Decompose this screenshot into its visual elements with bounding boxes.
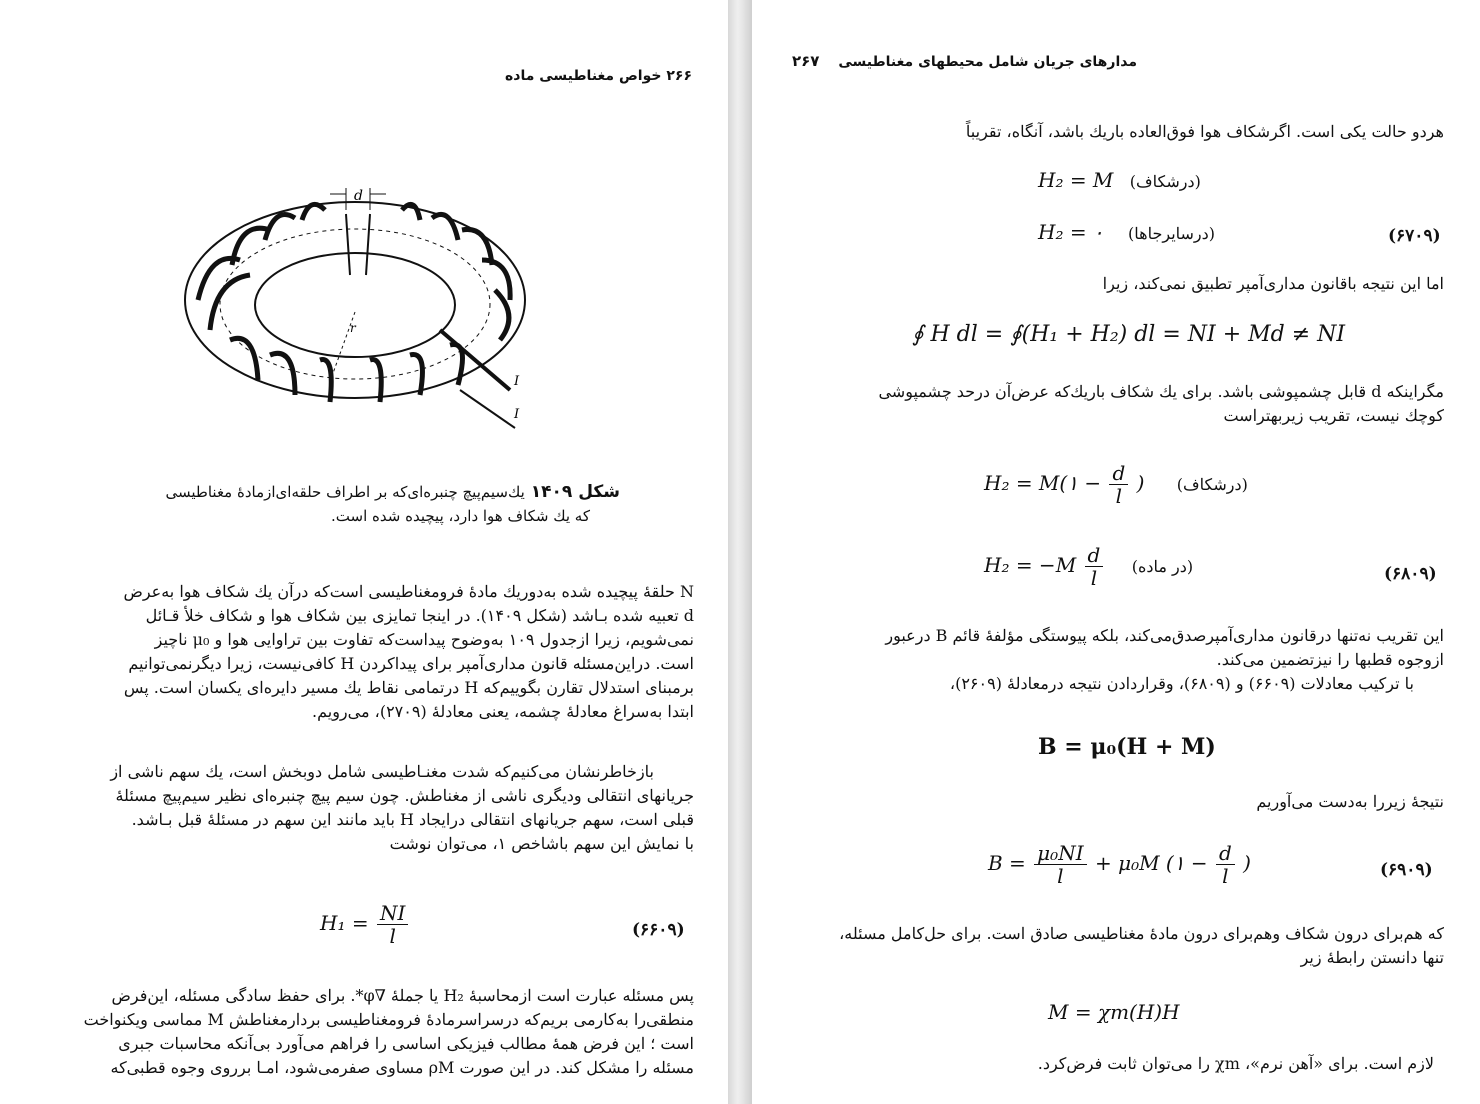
equation-circuital: ∮ H dl = ∮(H₁ + H₂) dl = NI + Md ≠ NI	[912, 322, 1346, 347]
paragraph-3	[30, 984, 694, 1080]
paragraph-e	[782, 790, 1444, 814]
para1-line: N حلقهٔ پیچیده شده به‌دوریك مادهٔ فرومغناطیسی است‌که درآن یك شکاف هوا به‌عرض	[123, 582, 694, 601]
eq69-num: μ₀NI	[1034, 842, 1086, 865]
equation-69-number: (۶۹۰۹)	[1380, 860, 1433, 880]
eq67a-note: (درشکاف)	[1129, 172, 1201, 191]
equation-67b	[1038, 220, 1215, 244]
toroid-inner-edge	[255, 253, 455, 357]
toroid-figure	[170, 180, 550, 440]
eq67b-lhs: H₂ = ۰	[1038, 220, 1104, 244]
para-f-line: که هم‌برای درون شکاف وهم‌برای درون مادهٔ مغناطیسی صادق است. برای حل‌کامل مسئله،	[839, 924, 1444, 943]
equation-66	[320, 902, 410, 947]
eq68b-fraction	[1085, 544, 1104, 589]
current-out-label: I	[514, 407, 520, 422]
para3-line: مسئله را مشکل کند. در این صورت ρM مساوی صفرمی‌شود، امـا برروی وجوه قطبی‌که	[110, 1058, 694, 1077]
equation-68a	[984, 462, 1248, 507]
para-b-line: اما این نتیجه باقانون مداری‌آمپر تطبیق نمی‌کند، زیرا	[1102, 274, 1444, 293]
para1-line: برمبنای استدلال تقارن بگوییم‌که H درتمامی نقاط یك مسیر دایره‌ای یکسان است. پس	[123, 678, 694, 697]
equation-B: B = μ₀(H + M)	[1038, 734, 1216, 760]
equation-69	[988, 842, 1251, 887]
eq67a-lhs: H₂ = M	[1038, 168, 1114, 192]
para3-line: منطقی‌را به‌کارمی بریم‌که درسراسرمادهٔ فرومغناطیسی بردارمغناطش M مماسی ویکنواخت	[83, 1010, 694, 1029]
eq66-den: l	[389, 924, 396, 948]
left-running-head: ۲۶۶ خواص مغناطیسی ماده	[505, 68, 692, 84]
book-gutter	[728, 0, 752, 1104]
para3-line: پس مسئله عبارت است ازمحاسبهٔ H₂ یا جملهٔ ∇φ*. برای حفظ سادگی مسئله، این‌فرض	[111, 986, 694, 1005]
para1-line: d تعبیه شده بـاشد (شکل ۱۴۰۹). در اینجا تمایزی بین شکاف هوا و شکاف خلأ قـائل	[145, 606, 694, 625]
eq69-den2: l	[1222, 864, 1229, 888]
air-gap	[346, 214, 370, 275]
eq68a-lhs: H₂ = M(۱ −	[984, 471, 1102, 495]
para2-line: بازخاطرنشان می‌کنیم‌که شدت مغنـاطیسی شامل دوبخش است، یك سهم ناشی از	[110, 762, 654, 781]
para-c-line: مگراینکه d قابل چشمپوشی باشد. برای یك شکاف باریك‌که عرض‌آن درحد چشمپوشی	[878, 382, 1444, 401]
para1-line: ابتدا به‌سراغ معادلهٔ چشمه، یعنی معادلهٔ (۲۷۰۹)، می‌رویم.	[312, 702, 694, 721]
equation-68b	[984, 544, 1193, 589]
paragraph-c	[782, 380, 1444, 428]
para-d-line: با ترکیب معادلات (۶۶۰۹) و (۶۸۰۹)، وقراردادن نتیجه درمعادلهٔ (۲۶۰۹)،	[949, 674, 1414, 693]
eq69-fraction-1	[1034, 842, 1086, 887]
para-g-line: لازم است. برای «آهن نرم»، χm را می‌توان ثابت فرض‌کرد.	[1037, 1054, 1434, 1073]
eq68a-fraction	[1109, 462, 1128, 507]
eq66-fraction	[377, 902, 408, 947]
gap-label: d	[354, 188, 363, 204]
equation-67-number: (۶۷۰۹)	[1388, 226, 1441, 246]
eq68b-note: (در ماده)	[1131, 557, 1194, 576]
para-d-line: ازوجوه قطبها را نیزتضمین می‌کند.	[1216, 650, 1444, 669]
paragraph-f	[782, 922, 1444, 970]
caption-line-1: یك‌سیم‌پیچ چنبره‌ای‌که بر اطراف حلقه‌ای‌ازمادهٔ مغناطیسی	[165, 483, 525, 501]
para3-line: است ؛ این فرض همهٔ مطالب فیزیکی اساسی را فراهم می‌آورد بی‌آنکه محاسبات جبری	[118, 1034, 694, 1053]
caption-line-2: که یك شکاف هوا دارد، پیچیده شده است.	[331, 507, 590, 525]
eq68b-lhs: H₂ = −M	[984, 553, 1077, 577]
eq66-num: NI	[377, 902, 408, 925]
para2-line: جریانهای انتقالی ودیگری ناشی از مغناطش. چون سیم پیچ چنبره‌ای نظیر سیم‌پیچ مسئلهٔ	[115, 786, 694, 805]
paragraph-1	[30, 580, 694, 724]
eq69-mid: + μ₀M (۱ −	[1094, 851, 1208, 875]
equation-M: M = χm(H)H	[1048, 1000, 1180, 1024]
equation-68-number: (۶۸۰۹)	[1384, 564, 1437, 584]
para-a-line: هردو حالت یکی است. اگرشکاف هوا فوق‌العاده باریك باشد، آنگاه، تقریباً	[965, 122, 1444, 141]
eq67b-note: (درسایرجاها)	[1128, 224, 1216, 243]
lead-wire-2	[460, 390, 515, 428]
current-in-label: I	[514, 374, 520, 389]
eq68a-note: (درشکاف)	[1176, 475, 1248, 494]
equation-67a	[1038, 168, 1201, 192]
para2-line: با نمایش این سهم باشاخص ۱، می‌توان نوشت	[389, 834, 694, 853]
right-page-number: ۲۶۷	[792, 52, 820, 70]
para-f-line: تنها دانستن رابطهٔ زیر	[1300, 948, 1444, 967]
eq68a-rhs: )	[1136, 471, 1145, 495]
eq69-num2: d	[1216, 842, 1235, 865]
winding-turns	[198, 204, 510, 402]
eq66-lhs: H₁ =	[320, 911, 369, 935]
para1-line: است. دراین‌مسئله قانون مداری‌آمپر برای پیداکردن H کافی‌نیست، زیرا دیگرنمی‌توانیم	[128, 654, 694, 673]
eq69-den: l	[1057, 864, 1064, 888]
para1-line: نمی‌شویم، زیرا ازجدول ۱۰۹ به‌وضوح پیداست‌که تفاوت بین تراوایی هوا و μ₀ ناچیز	[154, 630, 694, 649]
figure-caption-label: شکل ۱۴۰۹	[530, 482, 620, 502]
right-running-title: مدارهای جریان شامل محیطهای مغناطیسی	[838, 54, 1137, 70]
eq69-rhs: )	[1243, 851, 1251, 875]
left-page	[0, 0, 728, 1104]
equation-66-number: (۶۶۰۹)	[632, 920, 685, 940]
radius-label: r	[350, 321, 356, 335]
eq68b-num: d	[1085, 544, 1104, 567]
right-running-head	[792, 52, 1137, 70]
para-c-line: کوچك نیست، تقریب زیربهتراست	[1223, 406, 1444, 425]
para-d-line: این تقریب نه‌تنها درقانون مداری‌آمپرصدق‌می‌کند، بلکه پیوستگی مؤلفهٔ قائم B درعبور	[885, 626, 1444, 645]
para-e-line: نتیجهٔ زیررا به‌دست می‌آوریم	[1256, 792, 1444, 811]
right-page	[752, 0, 1480, 1104]
eq69-lhs: B =	[988, 851, 1026, 875]
paragraph-d	[782, 624, 1444, 696]
paragraph-2	[30, 760, 694, 856]
eq69-fraction-2	[1216, 842, 1235, 887]
eq68a-den: l	[1115, 484, 1123, 508]
eq68b-den: l	[1090, 566, 1098, 590]
para2-line: قبلی است، سهم جریانهای انتقالی درایجاد H باید مانند این سهم در مسئلهٔ قبل بـاشد.	[131, 810, 694, 829]
paragraph-g	[782, 1052, 1444, 1076]
paragraph-b	[782, 272, 1444, 296]
paragraph-a	[782, 120, 1444, 144]
eq68a-num: d	[1109, 462, 1128, 485]
figure-caption	[100, 480, 620, 528]
